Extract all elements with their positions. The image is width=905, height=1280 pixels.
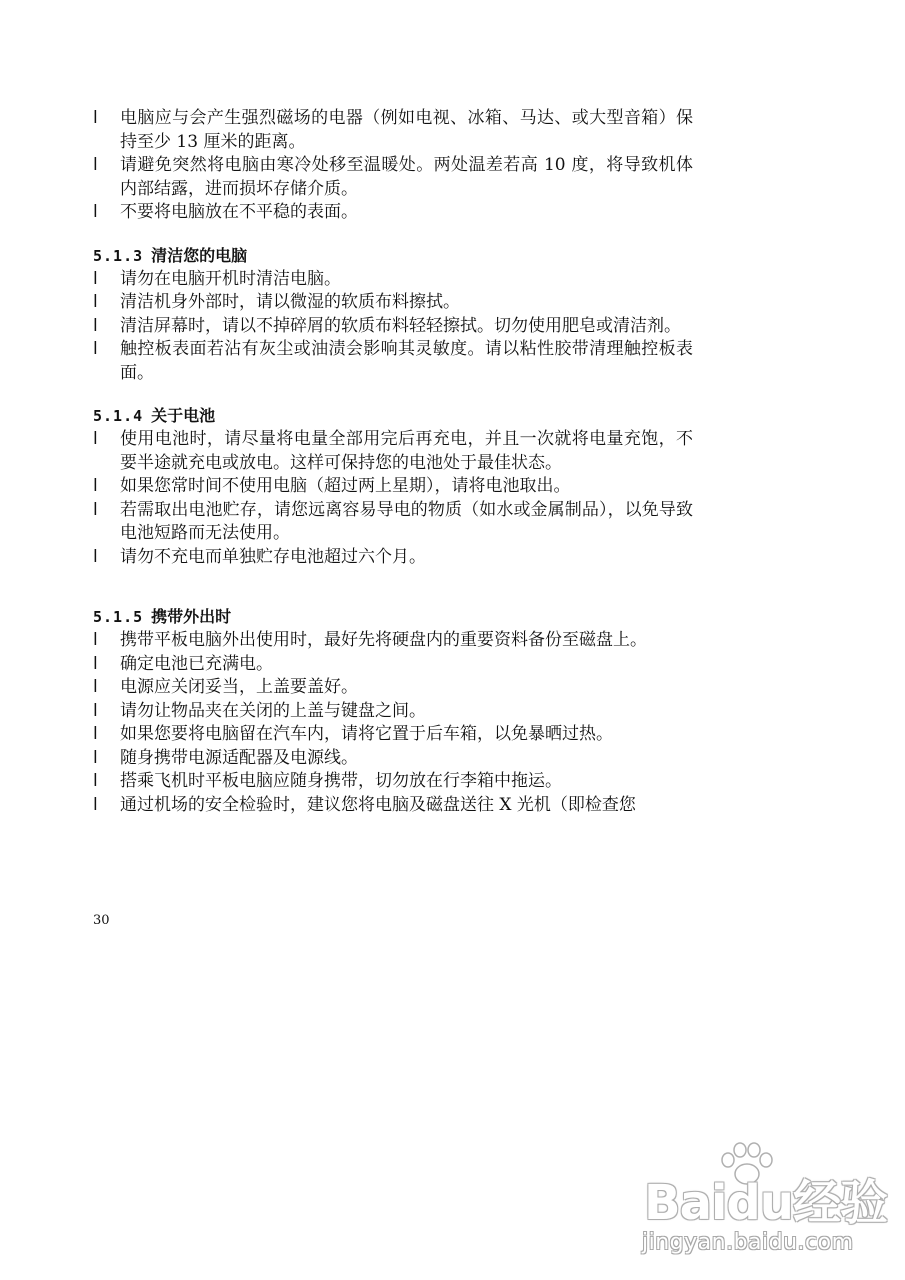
- watermark-logo-text: Baidu经验: [644, 1175, 887, 1231]
- list-item: l 若需取出电池贮存，请您远离容易导电的物质（如水或金属制品），以免导致电池短路而无法使用。: [93, 499, 693, 543]
- bullet: l: [93, 653, 98, 674]
- page-number: 30: [93, 913, 110, 928]
- list-item: l 搭乘飞机时平板电脑应随身携带，切勿放在行李箱中拖运。: [93, 770, 693, 794]
- watermark-url: jingyan.baidu.com: [642, 1230, 854, 1255]
- section-heading-cleaning: [93, 244, 693, 268]
- bullet: l: [93, 155, 98, 175]
- list-item: l 如果您常时间不使用电脑（超过两上星期），请将电池取出。: [93, 475, 693, 499]
- list-item: l 确定电池已充满电。: [93, 653, 693, 677]
- list-item: l 请勿让物品夹在关闭的上盖与键盘之间。: [93, 700, 693, 724]
- bullet: l: [93, 794, 98, 815]
- section-number: 5.1.4: [93, 407, 144, 425]
- list-item: l 如果您要将电脑留在汽车内，请将它置于后车箱，以免暴晒过热。: [93, 723, 693, 747]
- cleaning-list: [93, 268, 693, 386]
- bullet: l: [93, 630, 98, 650]
- section-title: 携带外出时: [151, 607, 232, 626]
- bullet: l: [93, 476, 98, 496]
- list-item: l 电源应关闭妥当，上盖要盖好。: [93, 676, 693, 700]
- section-number: 5.1.3: [93, 246, 144, 265]
- bullet: l: [93, 747, 98, 768]
- section-title: 关于电池: [151, 406, 216, 425]
- list-item: l 通过机场的安全检验时，建议您将电脑及磁盘送往 X 光机（即检查您: [93, 794, 693, 818]
- list-item: l 随身携带电源适配器及电源线。: [93, 747, 693, 771]
- bullet: l: [93, 292, 98, 312]
- list-item: l 不要将电脑放在不平稳的表面。: [93, 201, 693, 225]
- list-item: l 清洁屏幕时，请以不掉碎屑的软质布料轻轻擦拭。切勿使用肥皂或清洁剂。: [93, 315, 693, 339]
- list-item: l 使用电池时，请尽量将电量全部用完后再充电，并且一次就将电量充饱，不要半途就充电或放电。这样可保持您的电池处于最佳状态。: [93, 429, 693, 473]
- bullet: l: [93, 499, 98, 520]
- bullet: l: [93, 315, 98, 336]
- battery-list: [93, 428, 693, 569]
- list-item: l 触控板表面若沾有灰尘或油渍会影响其灵敏度。请以粘性胶带清理触控板表面。: [93, 339, 693, 383]
- list-item: l 请避免突然将电脑由寒冷处移至温暖处。两处温差若高 10 度，将导致机体内部结露，进而损坏存储介质。: [93, 155, 693, 199]
- list-item: l 携带平板电脑外出使用时，最好先将硬盘内的重要资料备份至磁盘上。: [93, 629, 693, 653]
- bullet: l: [93, 771, 98, 791]
- bullet: l: [93, 339, 98, 359]
- intro-list: [93, 107, 693, 225]
- bullet: l: [93, 108, 98, 128]
- section-title: 清洁您的电脑: [151, 245, 248, 265]
- bullet: l: [93, 724, 98, 744]
- travel-list: [93, 629, 693, 817]
- baidu-watermark: [640, 1140, 890, 1270]
- list-item: l 清洁机身外部时，请以微湿的软质布料擦拭。: [93, 291, 693, 315]
- section-number: 5.1.5: [93, 608, 144, 626]
- list-item: l 电脑应与会产生强烈磁场的电器（例如电视、冰箱、马达、或大型音箱）保持至少 13 厘米的距离。: [93, 108, 693, 152]
- list-item: l 请勿在电脑开机时清洁电脑。: [93, 268, 693, 292]
- bullet: l: [93, 268, 98, 289]
- bullet: l: [93, 677, 98, 697]
- bullet: l: [93, 546, 98, 567]
- bullet: l: [93, 700, 98, 721]
- bullet: l: [93, 202, 98, 222]
- section-heading-travel: [93, 605, 693, 629]
- list-item: l 请勿不充电而单独贮存电池超过六个月。: [93, 546, 693, 570]
- bullet: l: [93, 429, 98, 449]
- page-content: [93, 107, 693, 817]
- section-heading-battery: [93, 404, 693, 428]
